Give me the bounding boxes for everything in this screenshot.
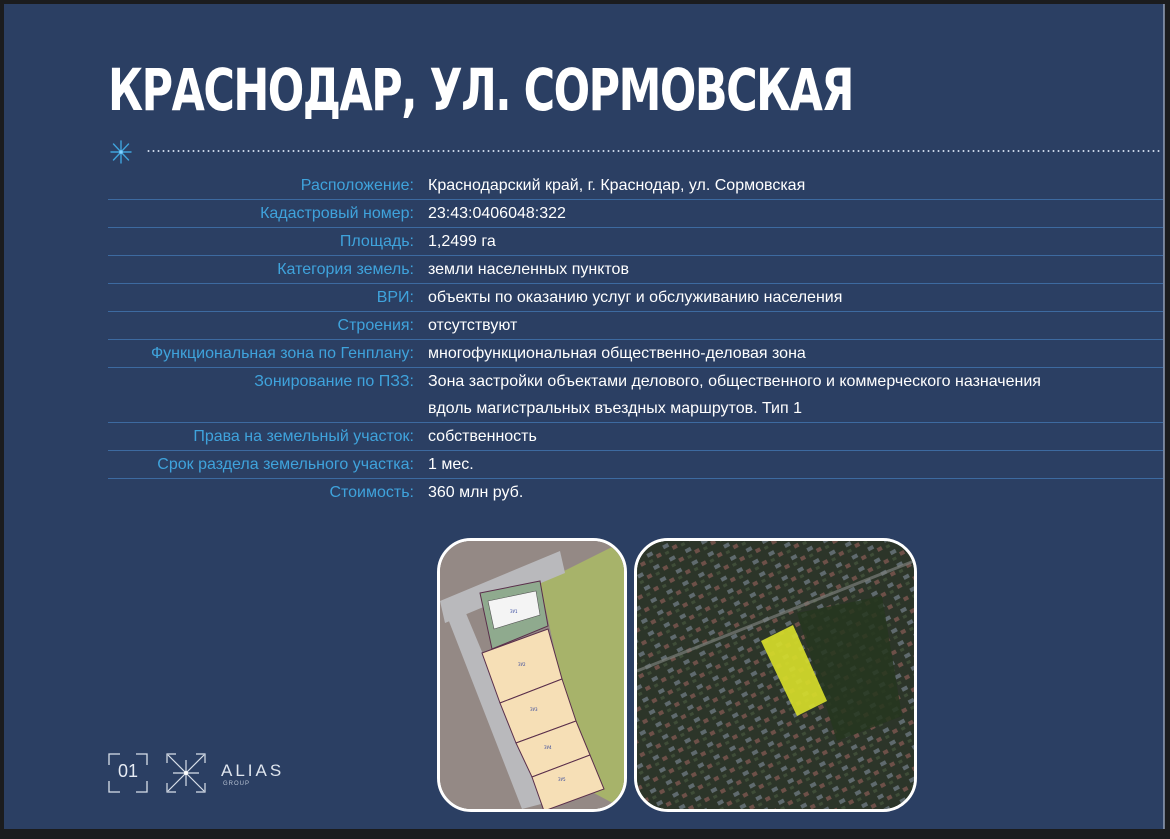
detail-label: Расположение: <box>300 177 414 194</box>
svg-text:ЗУ5: ЗУ5 <box>558 777 566 782</box>
detail-value: Краснодарский край, г. Краснодар, ул. Сормовская <box>428 177 806 194</box>
detail-value: 23:43:0406048:322 <box>428 205 566 222</box>
detail-value: 360 млн руб. <box>428 484 524 501</box>
detail-row-zoning <box>108 368 1163 423</box>
detail-value: отсутствуют <box>428 317 518 334</box>
detail-label: ВРИ: <box>376 289 414 306</box>
detail-value: 1,2499 га <box>428 233 496 250</box>
detail-label: Стоимость: <box>329 484 414 501</box>
detail-row-price <box>108 479 1163 506</box>
detail-label: Строения: <box>337 317 414 334</box>
brand-subtitle: GROUP <box>223 781 251 787</box>
detail-value: 1 мес. <box>428 456 474 473</box>
detail-label: Функциональная зона по Генплану: <box>151 345 414 362</box>
detail-row-area <box>108 228 1163 256</box>
slide-edge-line <box>1163 4 1165 829</box>
detail-row-rights <box>108 423 1163 451</box>
detail-row-location <box>108 172 1163 200</box>
detail-label: Площадь: <box>339 233 414 250</box>
site-plan-image <box>437 538 627 812</box>
satellite-image <box>634 538 917 812</box>
detail-row-division-term <box>108 451 1163 479</box>
detail-row-land-category <box>108 256 1163 284</box>
brand-name: ALIAS <box>221 761 285 780</box>
detail-label: Зонирование по ПЗЗ: <box>254 373 414 390</box>
satellite-drawing <box>637 541 914 809</box>
detail-value: земли населенных пунктов <box>428 261 629 278</box>
detail-label: Кадастровый номер: <box>260 205 414 222</box>
site-plan-drawing <box>440 541 624 809</box>
detail-value: объекты по оказанию услуг и обслуживанию населения <box>428 289 843 306</box>
svg-text:ЗУ2: ЗУ2 <box>518 662 526 667</box>
detail-label: Срок раздела земельного участка: <box>157 456 414 473</box>
page-number: 01 <box>117 761 139 781</box>
slide <box>4 4 1164 829</box>
detail-value: собственность <box>428 428 537 445</box>
svg-text:ЗУ3: ЗУ3 <box>530 707 538 712</box>
detail-row-functional-zone <box>108 340 1163 368</box>
detail-row-cadastral <box>108 200 1163 228</box>
dotted-divider <box>146 150 1161 152</box>
svg-text:ЗУ1: ЗУ1 <box>510 609 518 614</box>
asterisk-star-icon <box>110 140 132 164</box>
property-details-table <box>108 172 1163 506</box>
detail-row-buildings <box>108 312 1163 340</box>
page-title: КРАСНОДАР, УЛ. СОРМОВСКАЯ <box>108 56 853 124</box>
detail-value: Зона застройки объектами делового, общественного и коммерческого назначения вдоль магистральных въездных маршрутов. Тип 1 <box>428 373 1041 417</box>
detail-row-permitted-use <box>108 284 1163 312</box>
detail-label: Права на земельный участок: <box>193 428 414 445</box>
detail-label: Категория земель: <box>277 261 414 278</box>
svg-text:ЗУ4: ЗУ4 <box>544 745 552 750</box>
alias-logo-icon <box>166 753 206 793</box>
detail-value: многофункциональная общественно-деловая зона <box>428 345 806 362</box>
